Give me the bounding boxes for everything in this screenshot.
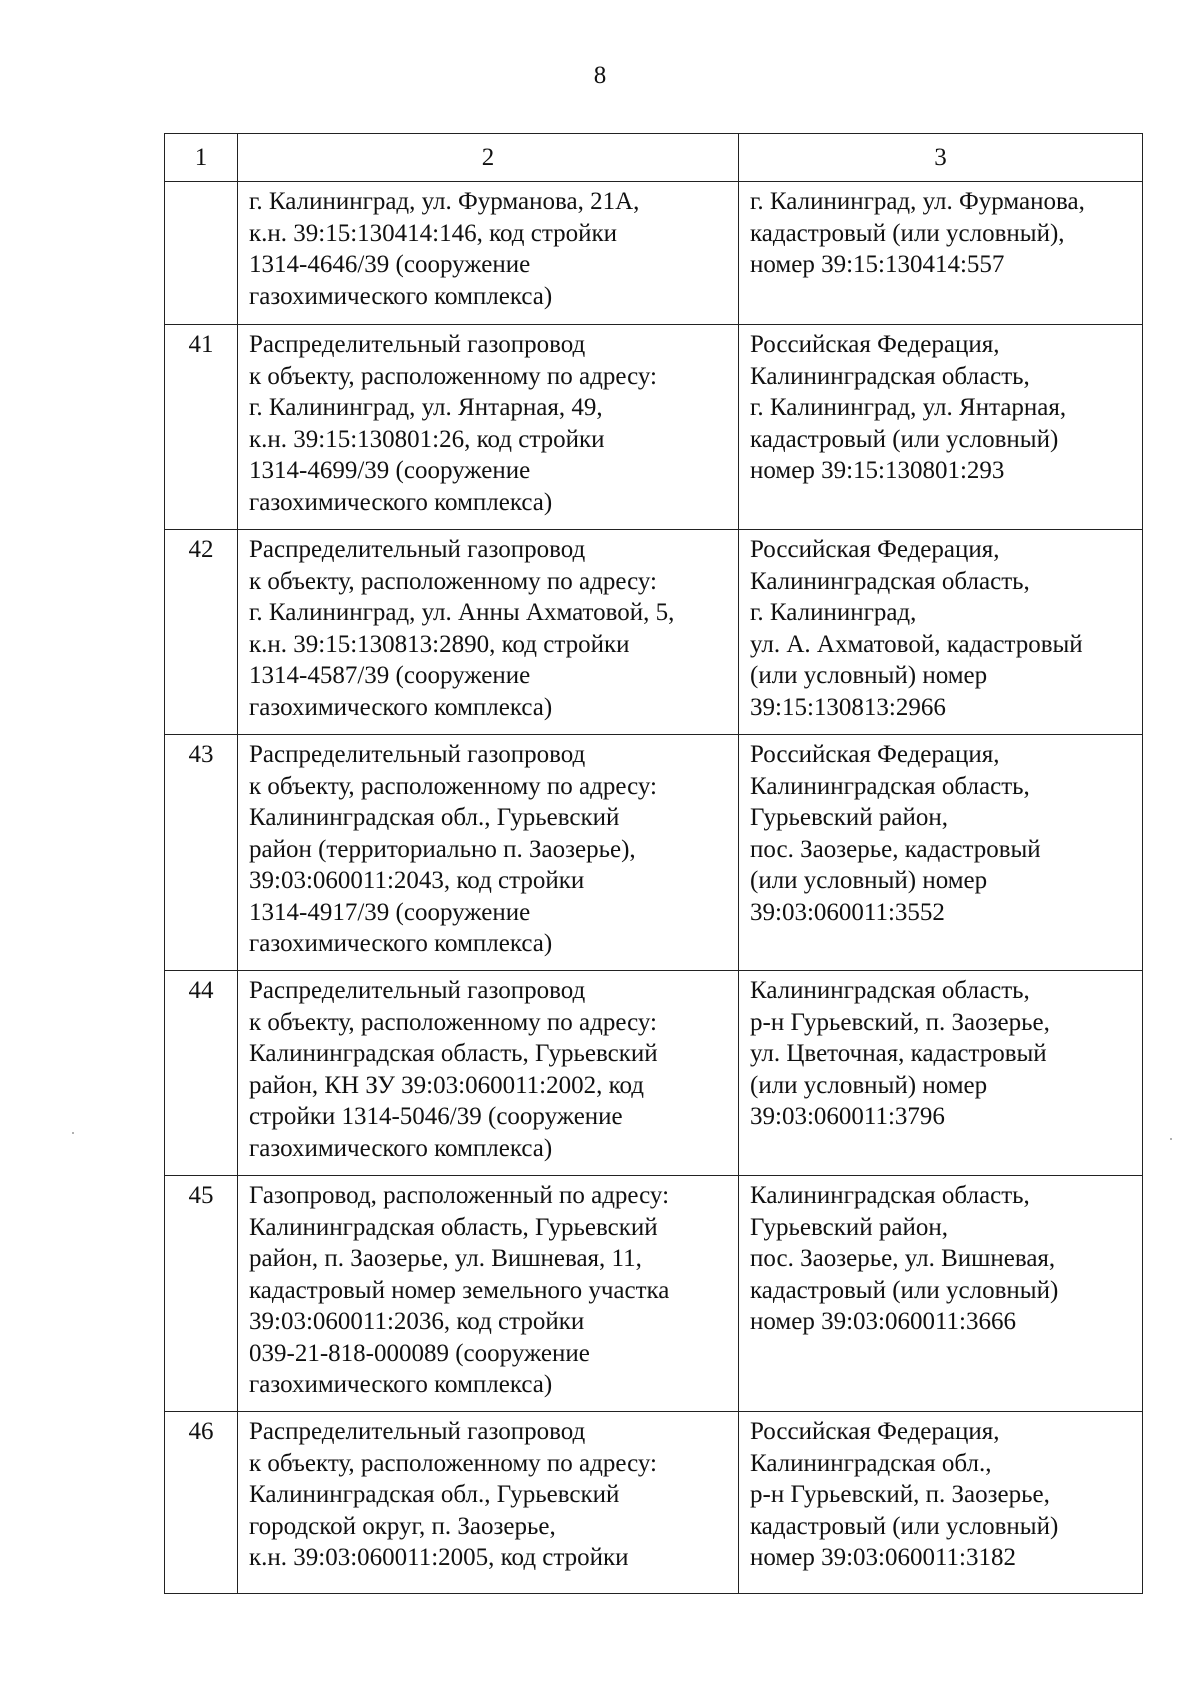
row-number-cell <box>165 971 238 1176</box>
object-address: Российская Федерация, Калининградская область, Гурьевский район, пос. Заозерье, кадастровый (или условный) номер 39:03:060011:3552 <box>750 741 1041 926</box>
row-number: 43 <box>188 741 214 768</box>
scan-speck <box>72 1132 74 1134</box>
row-number-cell <box>165 325 238 530</box>
object-description: Газопровод, расположенный по адресу: Калининградская область, Гурьевский район, п. Заозерье, ул. Вишневая, 11, кадастровый номер земельного участка 39:03:060011:2036, код стройки 039-21-818-000089 (сооружение газохимического комплекса) <box>249 1182 670 1398</box>
object-description-cell <box>238 530 739 735</box>
object-description-cell <box>238 182 739 325</box>
table-row <box>165 530 1143 735</box>
object-address-cell <box>739 1412 1143 1594</box>
object-description-cell <box>238 325 739 530</box>
table-row <box>165 735 1143 971</box>
object-description: Распределительный газопровод к объекту, расположенному по адресу: г. Калининград, ул. Анны Ахматовой, 5, к.н. 39:15:130813:2890, код стройки 1314-4587/39 (сооружение газохимического комплекса) <box>249 536 675 721</box>
object-description: Распределительный газопровод к объекту, расположенному по адресу: Калининградская область, Гурьевский район, КН ЗУ 39:03:060011:2002, код стройки 1314-5046/39 (сооружение газохимического комплекса) <box>249 977 658 1162</box>
object-address-cell <box>739 325 1143 530</box>
row-number-cell <box>165 735 238 971</box>
table-row <box>165 1412 1143 1594</box>
objects-table <box>164 133 1143 1594</box>
header-cell-1 <box>165 134 238 182</box>
object-address-cell <box>739 1176 1143 1412</box>
object-address: Российская Федерация, Калининградская область, г. Калининград, ул. А. Ахматовой, кадастровый (или условный) номер 39:15:130813:2966 <box>750 536 1083 721</box>
row-number-cell <box>165 182 238 325</box>
table-row <box>165 325 1143 530</box>
table-row <box>165 182 1143 325</box>
object-address: Российская Федерация, Калининградская область, г. Калининград, ул. Янтарная, кадастровый (или условный) номер 39:15:130801:293 <box>750 331 1067 484</box>
table-row <box>165 1176 1143 1412</box>
object-address-cell <box>739 971 1143 1176</box>
row-number: 41 <box>188 331 214 358</box>
object-description-cell <box>238 735 739 971</box>
object-description: Распределительный газопровод к объекту, расположенному по адресу: Калининградская обл., Гурьевский район (территориально п. Заозерье), 39:03:060011:2043, код стройки 1314-4917/39 (сооружение газохимического комплекса) <box>249 741 657 957</box>
header-label: 3 <box>934 143 947 171</box>
object-address: Российская Федерация, Калининградская обл., р-н Гурьевский, п. Заозерье, кадастровый (или условный) номер 39:03:060011:3182 <box>750 1418 1059 1571</box>
object-address-cell <box>739 182 1143 325</box>
object-address: Калининградская область, Гурьевский район, пос. Заозерье, ул. Вишневая, кадастровый (или условный) номер 39:03:060011:3666 <box>750 1182 1059 1335</box>
object-description-cell <box>238 1412 739 1594</box>
page-number: 8 <box>593 62 607 89</box>
object-address: Калининградская область, р-н Гурьевский, п. Заозерье, ул. Цветочная, кадастровый (или условный) номер 39:03:060011:3796 <box>750 977 1050 1130</box>
row-number: 44 <box>188 977 214 1004</box>
row-number: 46 <box>188 1418 214 1445</box>
table-row <box>165 971 1143 1176</box>
row-number-cell <box>165 1176 238 1412</box>
object-description-cell <box>238 971 739 1176</box>
row-number-cell <box>165 530 238 735</box>
row-number: 42 <box>188 536 214 563</box>
header-cell-2 <box>238 134 739 182</box>
header-label: 1 <box>194 143 208 171</box>
object-description: Распределительный газопровод к объекту, расположенному по адресу: г. Калининград, ул. Янтарная, 49, к.н. 39:15:130801:26, код стройки 1314-4699/39 (сооружение газохимического комплекса) <box>249 331 657 516</box>
object-description: Распределительный газопровод к объекту, расположенному по адресу: Калининградская обл., Гурьевский городской округ, п. Заозерье, к.н. 39:03:060011:2005, код стройки <box>249 1418 657 1571</box>
row-number <box>165 182 237 194</box>
object-description-cell <box>238 1176 739 1412</box>
table-header-row <box>165 134 1143 182</box>
object-address-cell <box>739 530 1143 735</box>
header-label: 2 <box>481 143 495 171</box>
scan-speck <box>1170 1138 1172 1140</box>
object-address-cell <box>739 735 1143 971</box>
row-number: 45 <box>188 1182 214 1209</box>
row-number-cell <box>165 1412 238 1594</box>
object-description: г. Калининград, ул. Фурманова, 21А, к.н. 39:15:130414:146, код стройки 1314-4646/39 (сооружение газохимического комплекса) <box>249 188 640 310</box>
object-address: г. Калининград, ул. Фурманова, кадастровый (или условный), номер 39:15:130414:557 <box>750 188 1085 278</box>
header-cell-3 <box>739 134 1143 182</box>
